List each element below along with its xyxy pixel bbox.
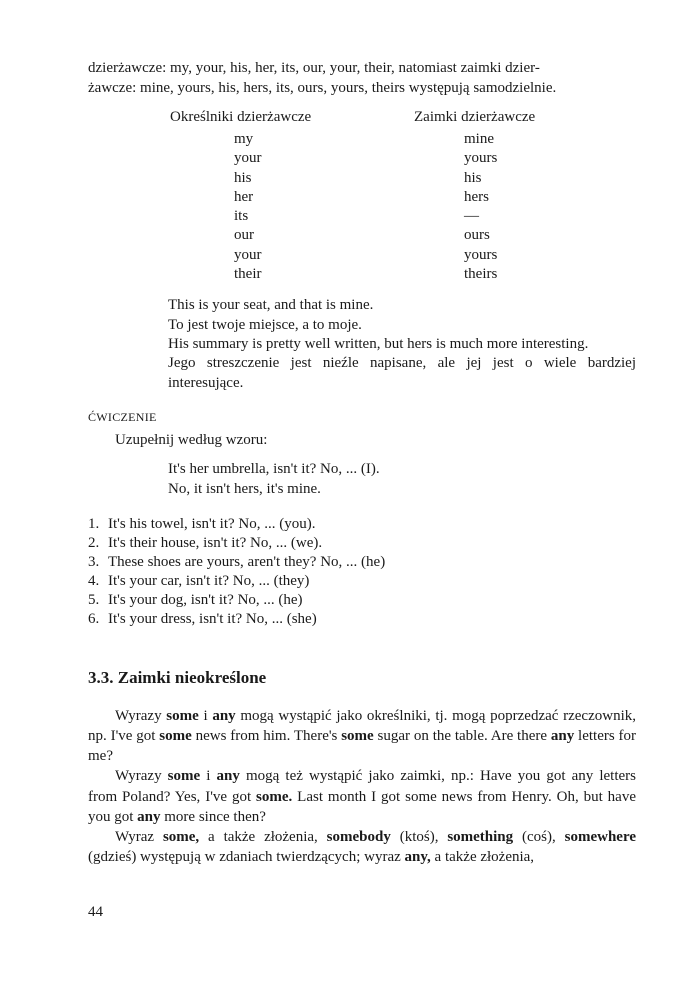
- page-content: [88, 58, 636, 867]
- determiner-cell: my: [234, 131, 254, 147]
- text-run: mogą też wystąpić jako zaimki, np.: Have you got any letters from Poland? Yes, I've got: [88, 768, 637, 805]
- table-row: [234, 265, 636, 284]
- intro-paragraph: [88, 58, 636, 98]
- bold-term: any,: [404, 849, 431, 866]
- text-run: i: [198, 707, 213, 724]
- table-row: [234, 226, 636, 245]
- pronoun-cell: his: [464, 169, 482, 186]
- text-run: (ktoś),: [390, 829, 448, 846]
- section-body: [88, 706, 636, 868]
- paragraph-1: [88, 706, 636, 767]
- examples-block: [168, 296, 636, 392]
- exercise-item: [88, 534, 636, 553]
- exercise-item: [88, 610, 636, 629]
- exercise-heading: ĆWICZENIE: [88, 409, 157, 424]
- text-run: more since then?: [160, 808, 266, 825]
- determiner-cell: our: [234, 227, 254, 244]
- text-run: Last month I got some news from Henry. Oh, but have you got: [88, 788, 636, 825]
- exercise-text: These shoes are yours, aren't they? No, ... (he): [108, 553, 386, 570]
- pronoun-cell: yours: [464, 246, 498, 263]
- pronoun-cell: hers: [464, 188, 489, 205]
- intro-line-1: dzierżawcze: my, your, his, her, its, our, your, their, natomiast zaimki dzier-: [88, 60, 540, 76]
- pronoun-cell: —: [464, 208, 479, 225]
- determiner-cell: their: [234, 266, 262, 283]
- paragraph-2: [88, 766, 636, 827]
- header-determiners: Określniki dzierżawcze: [170, 109, 312, 125]
- text-run: (coś),: [513, 829, 565, 846]
- bold-term: some.: [256, 788, 293, 805]
- page-number: 44: [88, 904, 103, 920]
- model-answer: No, it isn't hers, it's mine.: [168, 480, 321, 497]
- determiner-cell: her: [234, 188, 254, 205]
- exercise-number: 1.: [88, 515, 100, 532]
- pronoun-cell: ours: [464, 227, 490, 244]
- bold-term: any: [212, 707, 236, 724]
- table-body: [234, 130, 636, 284]
- pronoun-cell: yours: [464, 150, 498, 167]
- table-row: [234, 149, 636, 168]
- exercise-text: It's your dress, isn't it? No, ... (she): [108, 610, 317, 627]
- example-sentence: This is your seat, and that is mine.: [168, 297, 374, 314]
- table-row: [234, 169, 636, 188]
- text-run: Wyrazy: [115, 707, 167, 724]
- possessives-table: [88, 106, 636, 284]
- text-run: letters for me?: [88, 728, 637, 765]
- bold-term: any: [550, 728, 575, 745]
- bold-term: some,: [162, 829, 200, 846]
- text-run: Wyraz: [115, 829, 163, 846]
- bold-term: some: [167, 768, 201, 785]
- pronoun-cell: theirs: [464, 266, 498, 283]
- exercise-model: [168, 459, 636, 499]
- text-run: mogą wystąpić jako określniki, tj. mogą poprzedzać rzeczownik, np. I've got: [88, 707, 636, 745]
- exercise-item: [88, 553, 636, 572]
- table-header: [170, 106, 636, 128]
- section-heading: 3.3. Zaimki nieokreślone: [88, 667, 267, 687]
- exercise-text: It's your car, isn't it? No, ... (they): [108, 572, 310, 589]
- example-translation: Jego streszczenie jest nieźle napisane, ale jej jest o wiele bardziej interesujące.: [168, 355, 636, 391]
- bold-term: somebody: [326, 829, 391, 846]
- text-run: a także złożenia,: [430, 849, 535, 866]
- paragraph-3: [88, 827, 636, 867]
- determiner-cell: your: [234, 246, 262, 263]
- model-question: It's her umbrella, isn't it? No, ... (I).: [168, 460, 380, 477]
- exercise-list: [88, 515, 636, 629]
- exercise-number: 2.: [88, 534, 100, 551]
- determiner-cell: its: [234, 208, 249, 225]
- text-run: i: [200, 768, 217, 785]
- exercise-text: It's your dog, isn't it? No, ... (he): [108, 591, 303, 608]
- example-sentence: His summary is pretty well written, but hers is much more interesting.: [168, 335, 589, 352]
- bold-term: some: [159, 728, 192, 745]
- exercise-number: 5.: [88, 591, 100, 608]
- bold-term: something: [447, 829, 514, 846]
- exercise-text: It's their house, isn't it? No, ... (we).: [108, 534, 323, 551]
- text-run: sugar on the table. Are there: [373, 728, 551, 745]
- bold-term: any: [216, 768, 240, 785]
- exercise-item: [88, 572, 636, 591]
- determiner-cell: your: [234, 150, 262, 167]
- exercise-number: 3.: [88, 553, 100, 570]
- example-translation: To jest twoje miejsce, a to moje.: [168, 316, 362, 333]
- exercise-number: 6.: [88, 610, 100, 627]
- bold-term: any: [137, 808, 161, 825]
- text-run: (gdzieś) występują w zdaniach twierdzących; wyraz: [88, 849, 405, 866]
- table-row: [234, 188, 636, 207]
- exercise-number: 4.: [88, 572, 100, 589]
- header-pronouns: Zaimki dzierżawcze: [414, 109, 536, 125]
- text-run: news from him. There's: [191, 728, 342, 745]
- pronoun-cell: mine: [464, 131, 494, 147]
- table-row: [234, 246, 636, 265]
- bold-term: some: [166, 707, 199, 724]
- intro-line-2: żawcze: mine, yours, his, hers, its, ours, yours, theirs występują samodzielnie.: [88, 80, 557, 96]
- bold-term: some: [341, 728, 374, 745]
- table-row: [234, 130, 636, 149]
- text-run: a także złożenia,: [199, 829, 327, 846]
- determiner-cell: his: [234, 169, 252, 186]
- text-run: Wyrazy: [115, 768, 168, 785]
- bold-term: somewhere: [564, 829, 636, 846]
- table-row: [234, 207, 636, 226]
- exercise-instruction: Uzupełnij według wzoru:: [115, 431, 268, 448]
- exercise-item: [88, 515, 636, 534]
- exercise-text: It's his towel, isn't it? No, ... (you).: [108, 515, 316, 532]
- exercise-item: [88, 591, 636, 610]
